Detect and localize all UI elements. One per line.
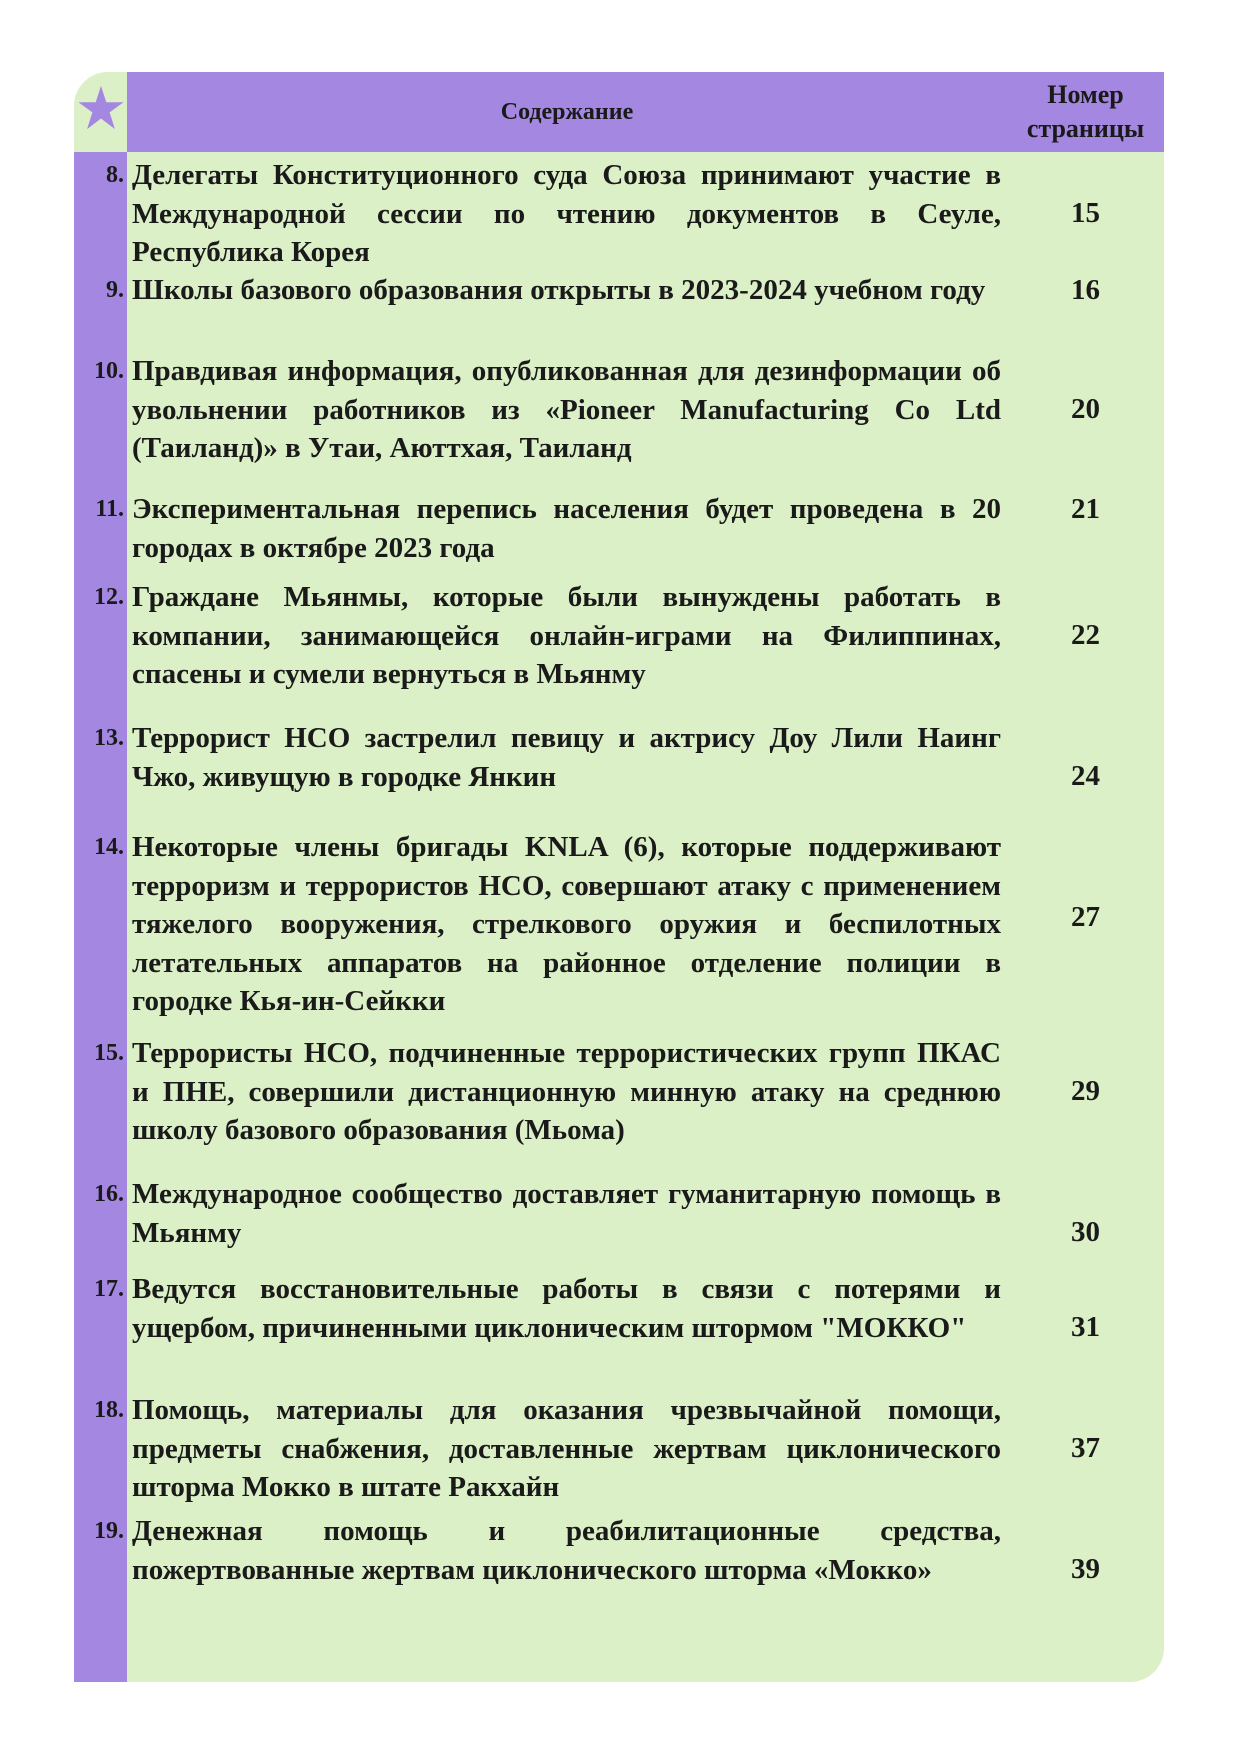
entry-title: Денежная помощь и реабилитационные средства, пожертвованные жертвам циклонического шторма «Мокко» — [132, 1515, 1001, 1586]
entry-number: 15. — [94, 1040, 124, 1066]
entry-page: 21 — [1071, 493, 1100, 525]
entry-title: Некоторые члены бригады KNLA (6), которые поддерживают терроризм и террористов НСО, совершают атаку с применением тяжелого вооружения, стрелкового оружия и беспилотных летательных аппаратов на районное отделение полиции в городке Кья-ин-Сейкки — [132, 831, 1001, 1017]
entry-title: Террористы НСО, подчиненные террористических групп ПКАС и ПНЕ, совершили дистанционную минную атаку на среднюю школу базового образования (Мьома) — [132, 1037, 1001, 1146]
entry-number: 12. — [94, 584, 124, 610]
entry-title: Школы базового образования открыты в 2023-2024 учебном году — [132, 274, 986, 306]
entry-number: 11. — [95, 496, 124, 522]
entry-page: 30 — [1071, 1216, 1100, 1248]
entry-page: 16 — [1071, 274, 1100, 306]
page-number-heading-line1: Номер — [1047, 80, 1124, 109]
entry-page: 37 — [1071, 1432, 1100, 1464]
entry-title: Террорист НСО застрелил певицу и актрису Доу Лили Наинг Чжо, живущую в городке Янкин — [132, 722, 1001, 793]
entry-page: 24 — [1071, 760, 1100, 792]
entry-title: Ведутся восстановительные работы в связи с потерями и ущербом, причиненными циклоническим штормом "МОККО" — [132, 1273, 1001, 1344]
entry-page: 39 — [1071, 1553, 1100, 1585]
entry-page: 31 — [1071, 1311, 1100, 1343]
entry-title: Граждане Мьянмы, которые были вынуждены работать в компании, занимающейся онлайн-играми на Филиппинах, спасены и сумели вернуться в Мьянму — [132, 581, 1001, 690]
entry-number: 18. — [94, 1397, 124, 1423]
entry-number: 17. — [94, 1276, 124, 1302]
entry-page: 27 — [1071, 901, 1100, 933]
entry-number: 19. — [94, 1518, 124, 1544]
entry-page: 29 — [1071, 1075, 1100, 1107]
table-of-contents — [74, 72, 1164, 1682]
entry-title: Международное сообщество доставляет гуманитарную помощь в Мьянму — [132, 1178, 1001, 1249]
entry-number: 10. — [94, 358, 124, 384]
star-cell — [74, 72, 127, 152]
entry-title: Экспериментальная перепись населения будет проведена в 20 городах в октябре 2023 года — [132, 493, 1001, 564]
contents-heading: Содержание — [500, 99, 634, 125]
entry-title: Правдивая информация, опубликованная для дезинформации об увольнении работников из «Pioneer Manufacturing Co Ltd (Таиланд)» в Утаи, Аюттхая, Таиланд — [132, 355, 1001, 464]
entry-number: 8. — [106, 162, 124, 188]
page-number-heading-line2: страницы — [1026, 114, 1145, 143]
entry-title: Делегаты Конституционного суда Союза принимают участие в Международной сессии по чтению документов в Сеуле, Республика Корея — [132, 159, 1001, 268]
page-number-heading — [1007, 72, 1164, 152]
entry-page: 15 — [1071, 197, 1100, 229]
entry-page: 20 — [1071, 393, 1100, 425]
entry-number: 14. — [94, 834, 124, 860]
entry-number: 9. — [106, 277, 124, 303]
star-icon — [77, 84, 125, 132]
entry-page: 22 — [1071, 619, 1100, 651]
entry-number: 13. — [94, 725, 124, 751]
entry-number: 16. — [94, 1181, 124, 1207]
entry-title: Помощь, материалы для оказания чрезвычайной помощи, предметы снабжения, доставленные жертвам циклонического шторма Мокко в штате Ракхайн — [132, 1394, 1001, 1503]
